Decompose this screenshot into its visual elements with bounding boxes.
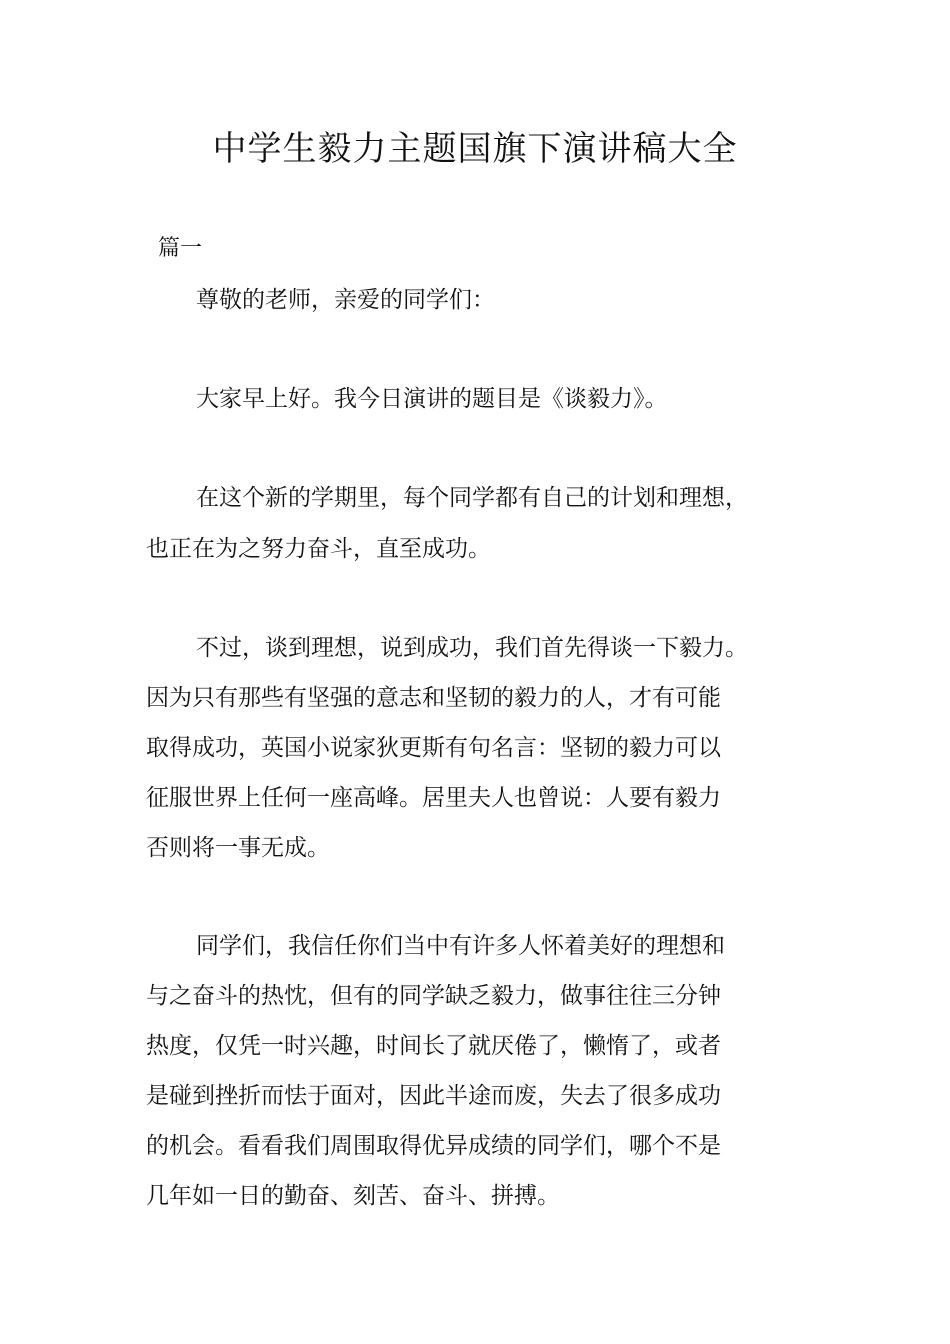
paragraph-line: 的机会。看看我们周围取得优异成绩的同学们，哪个不是 [146, 1133, 721, 1159]
paragraph-line: 热度，仅凭一时兴趣，时间长了就厌倦了，懒惰了，或者 [146, 1033, 721, 1059]
paragraph-line: 是碰到挫折而怯于面对，因此半途而废，失去了很多成功 [146, 1083, 721, 1109]
paragraph-line: 取得成功，英国小说家狄更斯有句名言：坚韧的毅力可以 [146, 735, 721, 761]
paragraph-line: 同学们，我信任你们当中有许多人怀着美好的理想和 [196, 933, 725, 959]
salutation: 尊敬的老师，亲爱的同学们： [196, 287, 495, 313]
document-title: 中学生毅力主题国旗下演讲稿大全 [212, 129, 738, 169]
paragraph-line: 与之奋斗的热忱，但有的同学缺乏毅力，做事往往三分钟 [146, 983, 721, 1009]
paragraph-line: 大家早上好。我今日演讲的题目是《谈毅力》。 [196, 386, 668, 412]
section-label: 篇一 [158, 236, 203, 261]
paragraph-line: 也正在为之努力奋斗，直至成功。 [146, 536, 491, 562]
paragraph-line: 不过，谈到理想，说到成功，我们首先得谈一下毅力。 [196, 635, 748, 661]
paragraph-line: 因为只有那些有坚强的意志和坚韧的毅力的人，才有可能 [146, 685, 721, 711]
paragraph-line: 几年如一日的勤奋、刻苦、奋斗、拼搏。 [146, 1183, 560, 1209]
paragraph-line: 在这个新的学期里，每个同学都有自己的计划和理想， [196, 485, 748, 511]
paragraph-line: 否则将一事无成。 [146, 835, 330, 861]
paragraph-line: 征服世界上任何一座高峰。居里夫人也曾说：人要有毅力 [146, 785, 721, 811]
